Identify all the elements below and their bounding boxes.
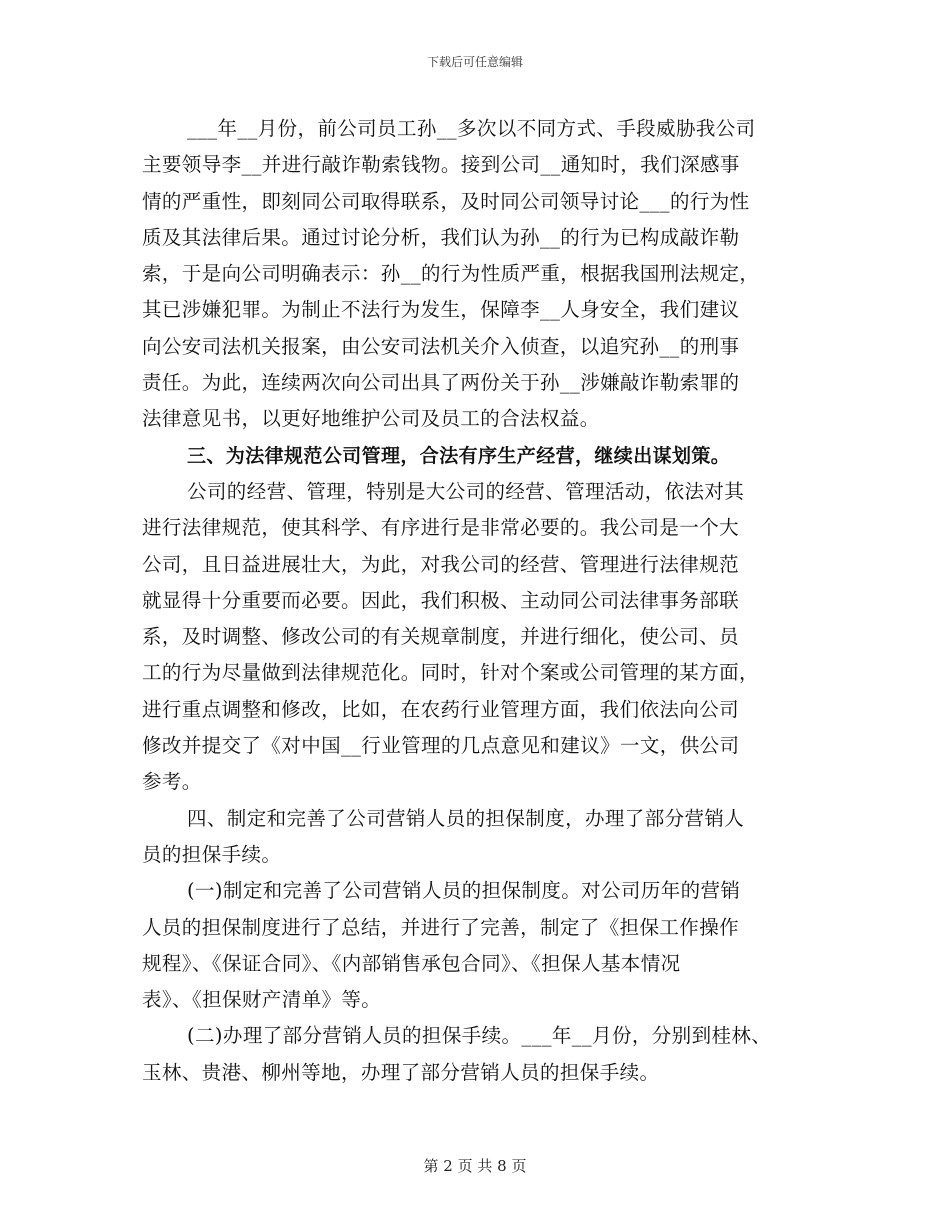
paragraph-line: 就显得十分重要而必要。因此，我们积极、主动同公司法律事务部联 — [142, 588, 740, 612]
paragraph-line: 修改并提交了《对中国__行业管理的几点意见和建议》一文，供公司 — [142, 734, 740, 758]
page-number-footer: 第 2 页 共 8 页 — [423, 1157, 527, 1175]
paragraph-line: 质及其法律后果。通过讨论分析，我们认为孙__的行为已构成敲诈勒 — [142, 225, 740, 249]
paragraph-line: 进行重点调整和修改，比如，在农药行业管理方面，我们依法向公司 — [142, 697, 740, 721]
page-header: 下载后可任意编辑 — [426, 55, 523, 69]
paragraph-line: (一)制定和完善了公司营销人员的担保制度。对公司历年的营销 — [187, 879, 741, 903]
section-heading-line: 四、制定和完善了公司营销人员的担保制度，办理了部分营销人 — [187, 806, 745, 830]
paragraph-line: 系，及时调整、修改公司的有关规章制度，并进行细化，使公司、员 — [142, 625, 740, 649]
section-heading: 三、为法律规范公司管理，合法有序生产经营，继续出谋划策。 — [187, 444, 731, 467]
paragraph-line: 公司的经营、管理，特别是大公司的经营、管理活动，依法对其 — [187, 479, 745, 503]
paragraph-line: 规程》、《保证合同》、《内部销售承包合同》、《担保人基本情况 — [142, 951, 681, 975]
paragraph-line: 情的严重性，即刻同公司取得联系，及时同公司领导讨论___的行为性 — [142, 189, 750, 213]
paragraph-line: 进行法律规范，使其科学、有序进行是非常必要的。我公司是一个大 — [142, 516, 740, 540]
paragraph-line: 工的行为尽量做到法律规范化。同时，针对个案或公司管理的某方面， — [142, 661, 759, 685]
paragraph-line: (二)办理了部分营销人员的担保手续。___年__月份，分别到桂林、 — [187, 1024, 772, 1048]
document-body — [142, 111, 810, 1091]
section-heading-line: 员的担保手续。 — [142, 842, 282, 866]
paragraph-line: 责任。为此，连续两次向公司出具了两份关于孙__涉嫌敲诈勒索罪的 — [142, 371, 740, 395]
paragraph-line: 主要领导李__并进行敲诈勒索钱物。接到公司__通知时，我们深感事 — [142, 153, 740, 177]
paragraph-line: 玉林、贵港、柳州等地，办理了部分营销人员的担保手续。 — [142, 1060, 660, 1084]
paragraph-line: 参考。 — [142, 770, 202, 794]
paragraph-line: 法律意见书，以更好地维护公司及员工的合法权益。 — [142, 407, 600, 431]
paragraph-line: 公司，且日益进展壮大，为此，对我公司的经营、管理进行法律规范 — [142, 552, 740, 576]
paragraph-line: 索，于是向公司明确表示：孙__的行为性质严重，根据我国刑法规定， — [142, 262, 760, 286]
paragraph-line: ___年__月份，前公司员工孙__多次以不同方式、手段威胁我公司 — [187, 117, 756, 140]
paragraph-line: 向公安司法机关报案，由公安司法机关介入侦查，以追究孙__的刑事 — [142, 334, 740, 358]
paragraph-line: 表》、《担保财产清单》等。 — [142, 988, 382, 1012]
paragraph-line: 人员的担保制度进行了总结，并进行了完善，制定了《担保工作操作 — [142, 915, 740, 939]
paragraph-line: 其已涉嫌犯罪。为制止不法行为发生，保障李__人身安全，我们建议 — [142, 298, 740, 322]
